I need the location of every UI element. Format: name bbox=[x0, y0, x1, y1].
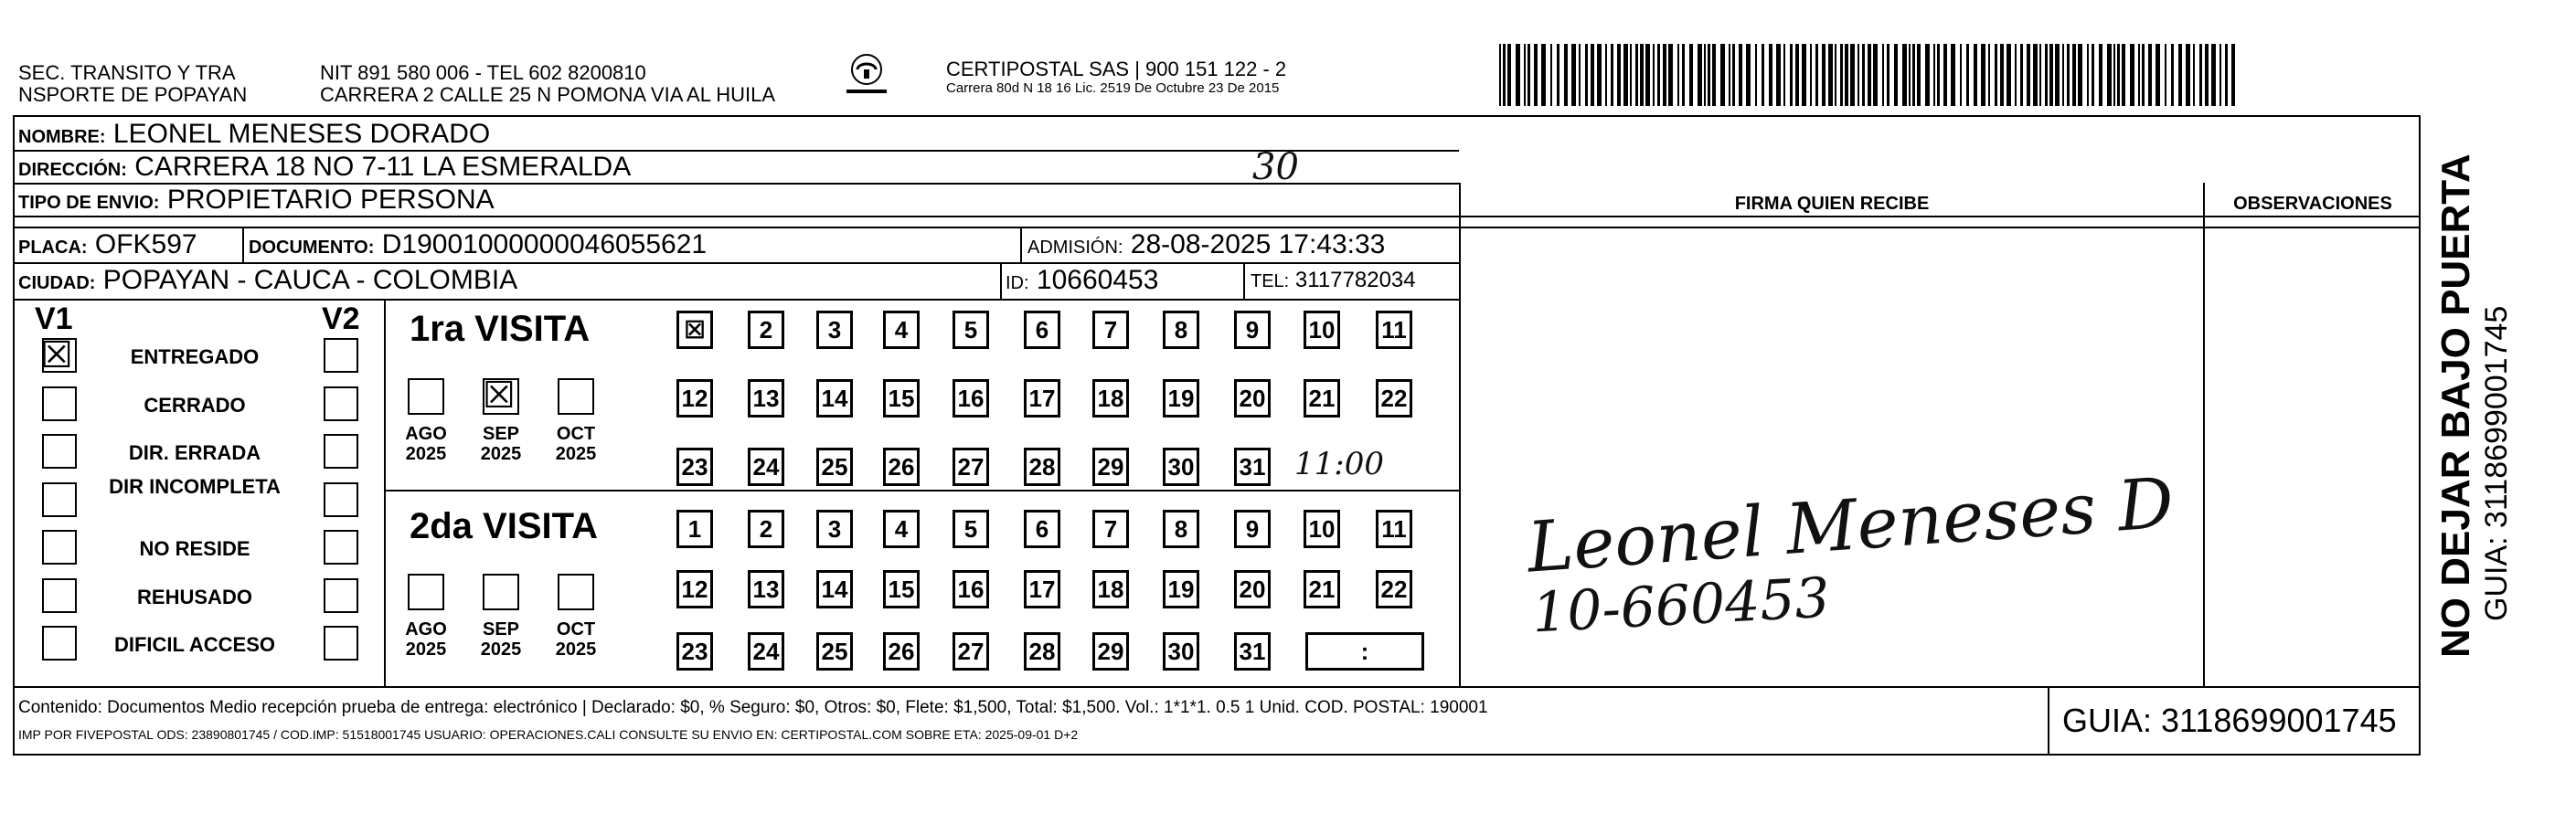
day-box[interactable]: 13 bbox=[748, 379, 784, 418]
month-name: SEP bbox=[482, 619, 520, 640]
status-v2-checkbox[interactable] bbox=[324, 530, 358, 565]
visita1-time: 11:00 bbox=[1294, 446, 1384, 482]
day-box[interactable]: 27 bbox=[953, 448, 989, 486]
tipo-label: TIPO DE ENVIO: bbox=[18, 193, 160, 213]
visita2-title: 2da VISITA bbox=[410, 506, 598, 546]
tipo-field bbox=[18, 185, 495, 218]
day-box[interactable]: 6 bbox=[1024, 311, 1060, 349]
day-box[interactable]: 30 bbox=[1163, 632, 1199, 671]
month-label bbox=[548, 619, 603, 660]
day-box[interactable]: 15 bbox=[883, 379, 920, 418]
footer-guia: GUIA: 3118699001745 bbox=[2062, 702, 2397, 739]
status-v2-checkbox[interactable] bbox=[324, 626, 358, 661]
status-label: CERRADO bbox=[144, 394, 246, 417]
barcode-icon bbox=[1499, 44, 2240, 106]
day-box[interactable]: 19 bbox=[1163, 570, 1199, 608]
day-box[interactable]: 31 bbox=[1234, 448, 1271, 486]
placa-field bbox=[18, 229, 197, 263]
status-v2-checkbox[interactable] bbox=[324, 578, 358, 613]
status-v1-checkbox[interactable] bbox=[42, 578, 77, 613]
handwritten-note: 30 bbox=[1252, 146, 1299, 188]
documento-field bbox=[249, 229, 707, 263]
visita2-time: : bbox=[1305, 632, 1424, 671]
id-label: ID: bbox=[1006, 273, 1029, 293]
day-box[interactable]: 27 bbox=[953, 632, 989, 671]
status-v1-checkbox[interactable] bbox=[42, 386, 77, 421]
footer-imp: IMP POR FIVEPOSTAL ODS: 23890801745 / COD.IMP: 51518001745 USUARIO: OPERACIONES.CALI CONSULTE SU ENVIO EN: CERTIPOSTAL.COM SOBRE ETA: 2025-09-01 D+2 bbox=[18, 727, 1079, 742]
status-v2-checkbox[interactable] bbox=[324, 482, 358, 517]
month-name: AGO bbox=[405, 619, 447, 640]
day-box[interactable]: 17 bbox=[1024, 379, 1060, 418]
month-checkbox[interactable] bbox=[408, 378, 444, 415]
month-year: 2025 bbox=[480, 640, 522, 660]
status-v1-checkbox[interactable] bbox=[42, 530, 77, 565]
month-year: 2025 bbox=[480, 444, 522, 464]
day-box[interactable]: 21 bbox=[1304, 379, 1340, 418]
day-box[interactable]: 7 bbox=[1092, 311, 1129, 349]
side-warning: NO DEJAR BAJO PUERTA bbox=[2433, 153, 2478, 658]
day-box[interactable]: 22 bbox=[1376, 570, 1412, 608]
month-checkbox[interactable] bbox=[483, 574, 519, 610]
tel-field bbox=[1251, 265, 1416, 297]
month-name: SEP bbox=[482, 424, 520, 444]
documento-label: DOCUMENTO: bbox=[249, 238, 375, 258]
day-box[interactable]: 25 bbox=[816, 632, 853, 671]
sender-contact bbox=[320, 62, 775, 106]
nombre-label: NOMBRE: bbox=[18, 127, 106, 147]
month-checkbox[interactable] bbox=[558, 574, 594, 610]
sender-line-2: NSPORTE DE POPAYAN bbox=[18, 83, 248, 106]
month-checkbox[interactable] bbox=[408, 574, 444, 610]
day-box[interactable]: 9 bbox=[1234, 510, 1271, 548]
v2-label: V2 bbox=[322, 301, 360, 336]
firma-header: FIRMA QUIEN RECIBE bbox=[1734, 194, 1930, 214]
day-box[interactable]: 29 bbox=[1092, 448, 1129, 486]
footer-content: Contenido: Documentos Medio recepción prueba de entrega: electrónico | Declarado: $0, % Seguro: $0, Otros: $0, Flete: $1,500, Total: $1,500. Vol.: 1*1*1. 0.5 1 Unid. COD. POSTAL: 190001 bbox=[18, 698, 1488, 717]
placa-value: OFK597 bbox=[94, 229, 197, 259]
ciudad-label: CIUDAD: bbox=[18, 273, 96, 293]
day-box[interactable]: 3 bbox=[816, 510, 853, 548]
tel-label: TEL: bbox=[1251, 271, 1290, 291]
admision-label: ADMISIÓN: bbox=[1027, 238, 1123, 258]
day-box[interactable]: 12 bbox=[676, 570, 713, 608]
day-box[interactable]: 23 bbox=[676, 632, 713, 671]
month-label bbox=[474, 619, 528, 660]
day-box[interactable]: 6 bbox=[1024, 510, 1060, 548]
day-box[interactable]: 10 bbox=[1304, 510, 1340, 548]
signature-name: Leonel Meneses D bbox=[1524, 461, 2177, 588]
day-box[interactable]: 4 bbox=[883, 311, 920, 349]
month-name: AGO bbox=[405, 424, 447, 444]
day-box[interactable]: 7 bbox=[1092, 510, 1129, 548]
direccion-label: DIRECCIÓN: bbox=[18, 160, 127, 180]
day-box[interactable]: 4 bbox=[883, 510, 920, 548]
day-box[interactable]: 2 bbox=[748, 311, 784, 349]
ciudad-field bbox=[18, 265, 517, 299]
day-box[interactable]: 3 bbox=[816, 311, 853, 349]
day-box[interactable]: 20 bbox=[1234, 379, 1271, 418]
month-name: OCT bbox=[556, 619, 596, 640]
month-label bbox=[399, 424, 453, 464]
sender-line-1: SEC. TRANSITO Y TRA bbox=[18, 61, 236, 84]
month-year: 2025 bbox=[555, 640, 597, 660]
status-v2-checkbox[interactable] bbox=[324, 434, 358, 469]
tel-value: 3117782034 bbox=[1294, 268, 1416, 292]
day-box[interactable]: 9 bbox=[1234, 311, 1271, 349]
direccion-value: CARRERA 18 NO 7-11 LA ESMERALDA bbox=[134, 152, 632, 182]
signature-id: 10-660453 bbox=[1530, 566, 1832, 646]
status-v2-checkbox[interactable] bbox=[324, 338, 358, 373]
status-v1-checkbox[interactable] bbox=[42, 482, 77, 517]
day-box-checked[interactable]: ☒ bbox=[676, 311, 713, 349]
visita1-title: 1ra VISITA bbox=[410, 309, 591, 349]
address-line: CARRERA 2 CALLE 25 N POMONA VIA AL HUILA bbox=[320, 83, 776, 106]
certipostal-logo-icon bbox=[839, 51, 894, 99]
month-label bbox=[474, 424, 528, 464]
id-value: 10660453 bbox=[1036, 265, 1159, 295]
tipo-value: PROPIETARIO PERSONA bbox=[166, 185, 495, 215]
month-year: 2025 bbox=[555, 444, 597, 464]
status-label: DIR. ERRADA bbox=[128, 441, 261, 464]
placa-label: PLACA: bbox=[18, 238, 88, 258]
entregado-v1-check-icon: ☒ bbox=[40, 334, 73, 376]
day-box[interactable]: 5 bbox=[953, 510, 989, 548]
nit-line: NIT 891 580 006 - TEL 602 8200810 bbox=[320, 61, 646, 84]
day-box[interactable]: 16 bbox=[953, 379, 989, 418]
day-box[interactable]: 11 bbox=[1376, 311, 1412, 349]
status-v2-checkbox[interactable] bbox=[324, 386, 358, 421]
ciudad-value: POPAYAN - CAUCA - COLOMBIA bbox=[102, 265, 518, 295]
day-box[interactable]: 13 bbox=[748, 570, 784, 608]
status-v1-checkbox[interactable] bbox=[42, 434, 77, 469]
status-v1-checkbox[interactable] bbox=[42, 626, 77, 661]
nombre-value: LEONEL MENESES DORADO bbox=[112, 119, 491, 149]
day-box[interactable]: 10 bbox=[1304, 311, 1340, 349]
month-checkbox[interactable] bbox=[558, 378, 594, 415]
day-box[interactable]: 14 bbox=[816, 379, 853, 418]
admision-value: 28-08-2025 17:43:33 bbox=[1130, 229, 1386, 259]
day-box[interactable]: 21 bbox=[1304, 570, 1340, 608]
day-box[interactable]: 20 bbox=[1234, 570, 1271, 608]
day-box[interactable]: 28 bbox=[1024, 448, 1060, 486]
status-label: REHUSADO bbox=[137, 586, 252, 608]
status-label: NO RESIDE bbox=[139, 537, 250, 560]
day-box[interactable]: 17 bbox=[1024, 570, 1060, 608]
day-box[interactable]: 26 bbox=[883, 448, 920, 486]
day-box[interactable]: 19 bbox=[1163, 379, 1199, 418]
day-box[interactable]: 29 bbox=[1092, 632, 1129, 671]
month-name: OCT bbox=[556, 424, 596, 444]
status-label: DIR INCOMPLETA bbox=[109, 475, 281, 498]
day-box[interactable]: 30 bbox=[1163, 448, 1199, 486]
documento-value: D19001000000046055621 bbox=[381, 229, 708, 259]
nombre-field bbox=[18, 119, 490, 153]
day-box[interactable]: 28 bbox=[1024, 632, 1060, 671]
day-box[interactable]: 8 bbox=[1163, 311, 1199, 349]
day-box[interactable]: 18 bbox=[1092, 379, 1129, 418]
day-box[interactable]: 25 bbox=[816, 448, 853, 486]
company-license: Carrera 80d N 18 16 Lic. 2519 De Octubre 23 De 2015 bbox=[946, 80, 1280, 96]
side-guia: GUIA: 3118699001745 bbox=[2479, 305, 2514, 621]
day-box[interactable]: 1 bbox=[676, 510, 713, 548]
admision-field bbox=[1027, 229, 1385, 263]
sep-checked-icon: ☒ bbox=[483, 375, 516, 417]
company-name: CERTIPOSTAL SAS | 900 151 122 - 2 bbox=[946, 58, 1287, 80]
day-box[interactable]: 22 bbox=[1376, 379, 1412, 418]
day-box[interactable]: 24 bbox=[748, 632, 784, 671]
id-field bbox=[1006, 265, 1158, 299]
month-year: 2025 bbox=[405, 640, 447, 660]
sender-name bbox=[18, 62, 247, 106]
v1-label: V1 bbox=[35, 301, 73, 336]
month-label bbox=[548, 424, 603, 464]
status-label: DIFICIL ACCESO bbox=[113, 633, 275, 656]
day-box[interactable]: 31 bbox=[1234, 632, 1271, 671]
day-box[interactable]: 14 bbox=[816, 570, 853, 608]
month-label bbox=[399, 619, 453, 660]
day-box[interactable]: 8 bbox=[1163, 510, 1199, 548]
company-block bbox=[946, 58, 1286, 97]
direccion-field bbox=[18, 152, 631, 185]
day-box[interactable]: 16 bbox=[953, 570, 989, 608]
day-box[interactable]: 12 bbox=[676, 379, 713, 418]
observaciones-header: OBSERVACIONES bbox=[2233, 194, 2392, 214]
day-box[interactable]: 24 bbox=[748, 448, 784, 486]
day-box[interactable]: 15 bbox=[883, 570, 920, 608]
day-box[interactable]: 26 bbox=[883, 632, 920, 671]
day-box[interactable]: 5 bbox=[953, 311, 989, 349]
day-box[interactable]: 18 bbox=[1092, 570, 1129, 608]
month-year: 2025 bbox=[405, 444, 447, 464]
day-box[interactable]: 2 bbox=[748, 510, 784, 548]
day-box[interactable]: 11 bbox=[1376, 510, 1412, 548]
day-box[interactable]: 23 bbox=[676, 448, 713, 486]
status-label: ENTREGADO bbox=[130, 345, 260, 368]
